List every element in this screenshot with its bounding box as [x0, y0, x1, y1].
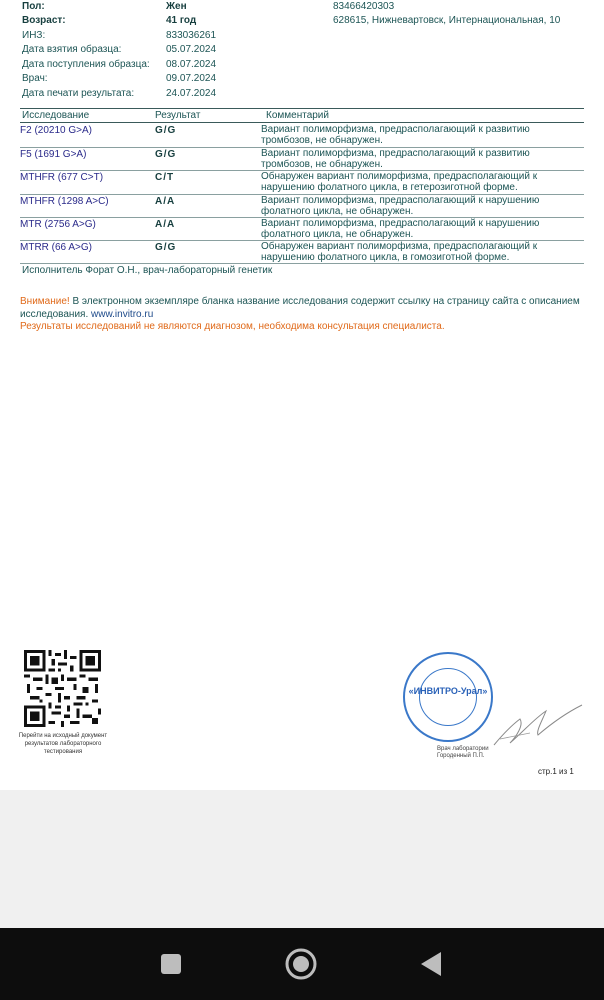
disclaimer-text: Результаты исследований не являются диагнозом, необходима консультация специалиста. [20, 321, 445, 332]
stamp-inner-ring [419, 668, 477, 726]
sample-received-label: Дата поступления образца: [22, 59, 150, 70]
sample-received-value: 08.07.2024 [166, 59, 217, 70]
test-comment: Обнаружен вариант полиморфизма, предрасполагающий к нарушению фолатного цикла, в гетерозиготной форме. [261, 171, 538, 193]
qr-code[interactable] [24, 650, 101, 727]
performer-text: Исполнитель Форат О.Н., врач-лабораторный генетик [22, 265, 273, 276]
back-triangle-icon[interactable] [413, 946, 449, 982]
notice-text: В электронном экземпляре бланка название исследования содержит ссылку на страницу сайта с описанием исследования. [20, 296, 580, 320]
signature-icon [490, 695, 586, 755]
test-comment: Вариант полиморфизма, предрасполагающий к нарушению фолатного цикла, не обнаружен. [261, 218, 540, 240]
row-divider [20, 263, 584, 264]
test-result: G/G [155, 242, 177, 253]
notice-paragraph [20, 295, 585, 321]
test-name[interactable]: MTHFR (1298 A>C) [20, 196, 109, 207]
table-header-rule [20, 122, 584, 123]
header-comment: Комментарий [266, 110, 329, 121]
address-value: 628615, Нижневартовск, Интернациональная, 10 [333, 15, 561, 26]
sex-label: Пол: [22, 1, 45, 12]
inz-value: 833036261 [166, 30, 217, 41]
print-date-label: Дата печати результата: [22, 88, 135, 99]
test-name[interactable]: F5 (1691 G>A) [20, 149, 87, 160]
lab-stamp [403, 652, 493, 742]
print-date-value: 24.07.2024 [166, 88, 217, 99]
navigation-bar [0, 928, 604, 1000]
signature-caption: Врач лаборатории Городенный П.П. [437, 746, 489, 759]
phone-value: 83466420303 [333, 1, 395, 12]
age-label: Возраст: [22, 15, 66, 26]
header-result: Результат [155, 110, 201, 121]
page-number: стр.1 из 1 [538, 767, 574, 776]
stamp-name: «ИНВИТРО-Урал» [408, 686, 488, 696]
sample-taken-label: Дата взятия образца: [22, 44, 122, 55]
test-result: G/G [155, 149, 177, 160]
sample-taken-value: 05.07.2024 [166, 44, 217, 55]
test-comment: Обнаружен вариант полиморфизма, предрасполагающий к нарушению фолатного цикла, в гомозиготной форме. [261, 241, 538, 263]
test-name[interactable]: MTR (2756 A>G) [20, 219, 96, 230]
recents-square-icon[interactable] [153, 946, 189, 982]
test-name[interactable]: MTHFR (677 C>T) [20, 172, 104, 183]
qr-caption: Перейти на исходный документ результатов лабораторного тестирования [18, 733, 108, 755]
invitro-link[interactable]: www.invitro.ru [91, 309, 154, 320]
test-result: C/T [155, 172, 175, 183]
attention-label: Внимание! [20, 296, 70, 307]
doctor-value: 09.07.2024 [166, 73, 217, 84]
table-top-rule [20, 108, 584, 109]
test-comment: Вариант полиморфизма, предрасполагающий к нарушению фолатного цикла, не обнаружен. [261, 195, 540, 217]
test-comment: Вариант полиморфизма, предрасполагающий к развитию тромбозов, не обнаружен. [261, 148, 530, 170]
home-circle-icon[interactable] [283, 946, 319, 982]
test-name[interactable]: MTRR (66 A>G) [20, 242, 92, 253]
doctor-label: Врач: [22, 73, 48, 84]
test-result: A/A [155, 196, 176, 207]
viewer-background [0, 790, 604, 928]
header-test: Исследование [22, 110, 90, 121]
test-result: G/G [155, 125, 177, 136]
test-result: A/A [155, 219, 176, 230]
test-comment: Вариант полиморфизма, предрасполагающий к развитию тромбозов, не обнаружен. [261, 124, 530, 146]
age-value: 41 год [166, 15, 197, 26]
sex-value: Жен [166, 1, 187, 12]
test-name[interactable]: F2 (20210 G>A) [20, 125, 92, 136]
inz-label: ИНЗ: [22, 30, 46, 41]
